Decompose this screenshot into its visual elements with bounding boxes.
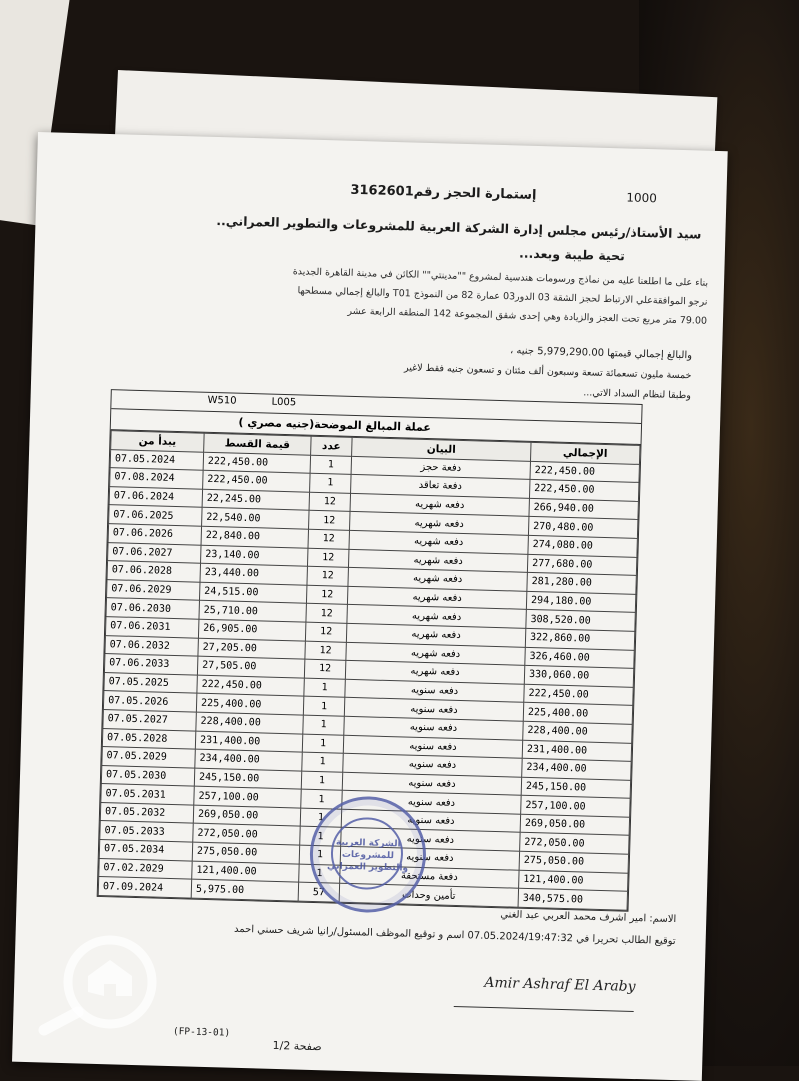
cell-installment: 22,840.00: [201, 526, 308, 548]
cell-description: دفعه شهريه: [349, 512, 528, 536]
cell-description: دفعة مستحقة: [340, 865, 519, 889]
cell-count: 12: [305, 622, 347, 642]
cell-count: 12: [304, 659, 346, 679]
cell-start-date: 07.06.2033: [104, 654, 197, 675]
cell-total: 281,280.00: [527, 572, 636, 594]
cell-start-date: 07.06.2028: [107, 561, 200, 582]
cell-count: 12: [309, 492, 351, 512]
cell-installment: 26,905.00: [198, 619, 305, 641]
cell-description: دفعه شهريه: [348, 549, 527, 573]
cell-start-date: 07.06.2024: [109, 486, 202, 507]
cell-description: دفعه سنويه: [341, 809, 520, 833]
cell-description: دفعه شهريه: [346, 642, 525, 666]
cell-start-date: 07.05.2034: [99, 840, 192, 861]
cell-start-date: 07.05.2032: [100, 802, 193, 823]
cell-start-date: 07.05.2033: [100, 821, 193, 842]
cell-total: 274,080.00: [528, 535, 637, 557]
unit-code: L005: [271, 396, 297, 409]
cell-count: 12: [307, 548, 349, 568]
cell-total: 234,400.00: [522, 758, 631, 780]
cell-start-date: 07.06.2025: [109, 505, 202, 526]
cell-total: 222,450.00: [529, 480, 638, 502]
cell-count: 1: [304, 678, 346, 698]
cell-count: 1: [300, 827, 342, 847]
cell-total: 228,400.00: [523, 721, 632, 743]
cell-start-date: 07.05.2026: [103, 691, 196, 712]
form-title: إستمارة الحجز رقم3162601: [350, 182, 537, 203]
cell-start-date: 07.05.2029: [102, 747, 195, 768]
cell-start-date: 07.06.2026: [108, 524, 201, 545]
cell-description: دفعه شهريه: [350, 493, 529, 517]
cell-description: دفعه سنويه: [340, 846, 519, 870]
cell-total: 326,460.00: [525, 647, 634, 669]
cell-description: دفعه سنويه: [343, 735, 522, 759]
page-number: صفحة 1/2: [272, 1038, 322, 1054]
column-header-total: الإجمالي: [531, 442, 640, 464]
form-code: (FP-13-01): [172, 1026, 231, 1039]
cell-count: 12: [306, 585, 348, 605]
cell-count: 12: [307, 566, 349, 586]
cell-installment: 257,100.00: [194, 786, 301, 808]
cell-installment: 23,440.00: [200, 563, 307, 585]
cell-installment: 275,050.00: [192, 842, 299, 864]
cell-total: 340,575.00: [518, 888, 627, 910]
greeting: تحية طيبة وبعد...: [518, 245, 625, 264]
cell-count: 1: [301, 789, 343, 809]
cell-start-date: 07.05.2024: [110, 449, 203, 470]
cell-total: 225,400.00: [523, 703, 632, 725]
cell-description: دفعه شهريه: [345, 660, 524, 684]
total-price-line: والبالغ إجمالي قيمتها 5,979,290.00 جنيه ،: [509, 345, 693, 362]
cell-count: 12: [308, 529, 350, 549]
cell-description: دفعه شهريه: [347, 605, 526, 629]
cell-total: 322,860.00: [525, 628, 634, 650]
cell-total: 330,060.00: [524, 665, 633, 687]
paragraph-line: نرجو الموافقةعلي الارتباط لحجز الشقة 03 الدور03 عمارة 82 من النموذج T01 والبالغ إجمالي مسطحها: [297, 285, 708, 308]
cell-total: 231,400.00: [522, 740, 631, 762]
cell-start-date: 07.09.2024: [98, 877, 191, 898]
cell-installment: 24,515.00: [199, 582, 306, 604]
payment-system-note: وطبقا لنظام السداد الاتي...: [583, 387, 692, 402]
cell-installment: 25,710.00: [199, 601, 306, 623]
cell-installment: 222,450.00: [197, 675, 304, 697]
cell-total: 294,180.00: [526, 591, 635, 613]
paragraph-line: بناء على ما اطلعنا عليه من نماذج ورسومات هندسية لمشروع ""مدينتي"" الكائن في مدينة القاهرة الجديدة: [292, 266, 709, 289]
handwritten-signature: Amir Ashraf El Araby: [484, 974, 636, 996]
cell-start-date: 07.05.2028: [102, 728, 195, 749]
total-price-words: خمسة مليون تسعمائة تسعة وسبعون ألف مئتان و تسعون جنيه فقط لاغير: [403, 362, 692, 382]
cell-start-date: 07.02.2029: [99, 858, 192, 879]
cell-count: 1: [303, 696, 345, 716]
cell-installment: 222,450.00: [203, 470, 310, 492]
cell-installment: 27,505.00: [197, 656, 304, 678]
cell-start-date: 07.06.2030: [106, 598, 199, 619]
cell-total: 222,450.00: [530, 461, 639, 483]
cell-count: 57: [298, 882, 340, 902]
cell-installment: 222,450.00: [203, 452, 310, 474]
cell-description: دفعه سنويه: [342, 791, 521, 815]
cell-total: 270,480.00: [528, 517, 637, 539]
cell-start-date: 07.08.2024: [110, 468, 203, 489]
cell-total: 272,050.00: [520, 833, 629, 855]
cell-installment: 22,540.00: [202, 508, 309, 530]
cell-count: 1: [301, 771, 343, 791]
column-header-count: عدد: [311, 436, 353, 456]
cell-total: 308,520.00: [526, 610, 635, 632]
stamp-text: الشركة العربية للمشروعات والتطوير العمراني: [326, 837, 409, 874]
watermark-home-icon: [22, 932, 167, 1036]
cell-total: 245,150.00: [521, 777, 630, 799]
cell-count: 1: [299, 864, 341, 884]
cell-description: دفعه سنويه: [342, 772, 521, 796]
cell-count: 1: [302, 734, 344, 754]
cell-description: دفعه سنويه: [344, 698, 523, 722]
cell-description: دفعه سنويه: [343, 753, 522, 777]
column-header-start-date: يبدأ من: [111, 431, 204, 452]
cell-count: 12: [306, 604, 348, 624]
form-number: 1000: [626, 190, 658, 206]
cell-installment: 5,975.00: [191, 879, 298, 901]
cell-start-date: 07.06.2027: [108, 542, 201, 563]
cell-count: 1: [303, 715, 345, 735]
signature-date-line: توقيع الطالب تحريرا في 07.05.2024/19:47:32 اسم و توقيع الموظف المسئول/رانيا شريف حسني احمد: [233, 923, 676, 948]
applicant-name: الاسم: امير اشرف محمد العربي عبد الغني: [500, 909, 677, 926]
cell-start-date: 07.05.2027: [103, 709, 196, 730]
cell-installment: 27,205.00: [198, 638, 305, 660]
cell-installment: 269,050.00: [193, 805, 300, 827]
cell-description: دفعة تعاقد: [351, 475, 530, 499]
cell-start-date: 07.05.2031: [101, 784, 194, 805]
cell-total: 266,940.00: [529, 498, 638, 520]
cell-description: دفعه شهريه: [346, 623, 525, 647]
cell-installment: 121,400.00: [192, 861, 299, 883]
cell-start-date: 07.05.2025: [104, 672, 197, 693]
salutation: سيد الأستاذ/رئيس مجلس إدارة الشركة العربية للمشروعات والتطوير العمراني..: [216, 213, 702, 242]
cell-count: 1: [300, 808, 342, 828]
cell-installment: 272,050.00: [193, 824, 300, 846]
cell-start-date: 07.06.2031: [105, 617, 198, 638]
cell-installment: 22,245.00: [202, 489, 309, 511]
cell-total: 222,450.00: [524, 684, 633, 706]
column-header-description: البيان: [352, 437, 531, 461]
cell-description: دفعة حجز: [351, 456, 530, 480]
cell-description: دفعه شهريه: [348, 567, 527, 591]
cell-installment: 231,400.00: [195, 731, 302, 753]
cell-count: 1: [302, 752, 344, 772]
cell-count: 1: [299, 845, 341, 865]
cell-installment: 225,400.00: [196, 693, 303, 715]
cell-count: 1: [310, 473, 352, 493]
cell-start-date: 07.06.2029: [107, 579, 200, 600]
cell-description: دفعه شهريه: [349, 530, 528, 554]
cell-description: دفعه سنويه: [345, 679, 524, 703]
cell-total: 121,400.00: [519, 870, 628, 892]
signature-underline: [454, 1006, 634, 1012]
cell-start-date: 07.05.2030: [101, 765, 194, 786]
cell-total: 275,050.00: [519, 851, 628, 873]
cell-installment: 234,400.00: [195, 749, 302, 771]
unit-code: W510: [207, 394, 237, 407]
cell-description: دفعه سنويه: [341, 828, 520, 852]
paragraph-line: 79.00 متر مربع تحت العجز والزيادة وهي إحدى شقق المجموعة 142 المنطقه الرابعة عشر: [347, 305, 708, 327]
cell-count: 12: [305, 641, 347, 661]
cell-total: 277,680.00: [527, 554, 636, 576]
cell-description: دفعه شهريه: [347, 586, 526, 610]
cell-count: 1: [310, 455, 352, 475]
cell-installment: 245,150.00: [194, 768, 301, 790]
cell-installment: 23,140.00: [201, 545, 308, 567]
cell-start-date: 07.06.2032: [105, 635, 198, 656]
cell-total: 257,100.00: [521, 796, 630, 818]
cell-description: دفعه سنويه: [344, 716, 523, 740]
cell-description: تأمين وحدات: [339, 883, 518, 907]
cell-total: 269,050.00: [520, 814, 629, 836]
cell-installment: 228,400.00: [196, 712, 303, 734]
cell-count: 12: [309, 511, 351, 531]
column-header-installment: قيمة القسط: [204, 433, 311, 455]
currency-note: عملة المبالغ الموضحة(جنيه مصري ): [238, 415, 432, 435]
